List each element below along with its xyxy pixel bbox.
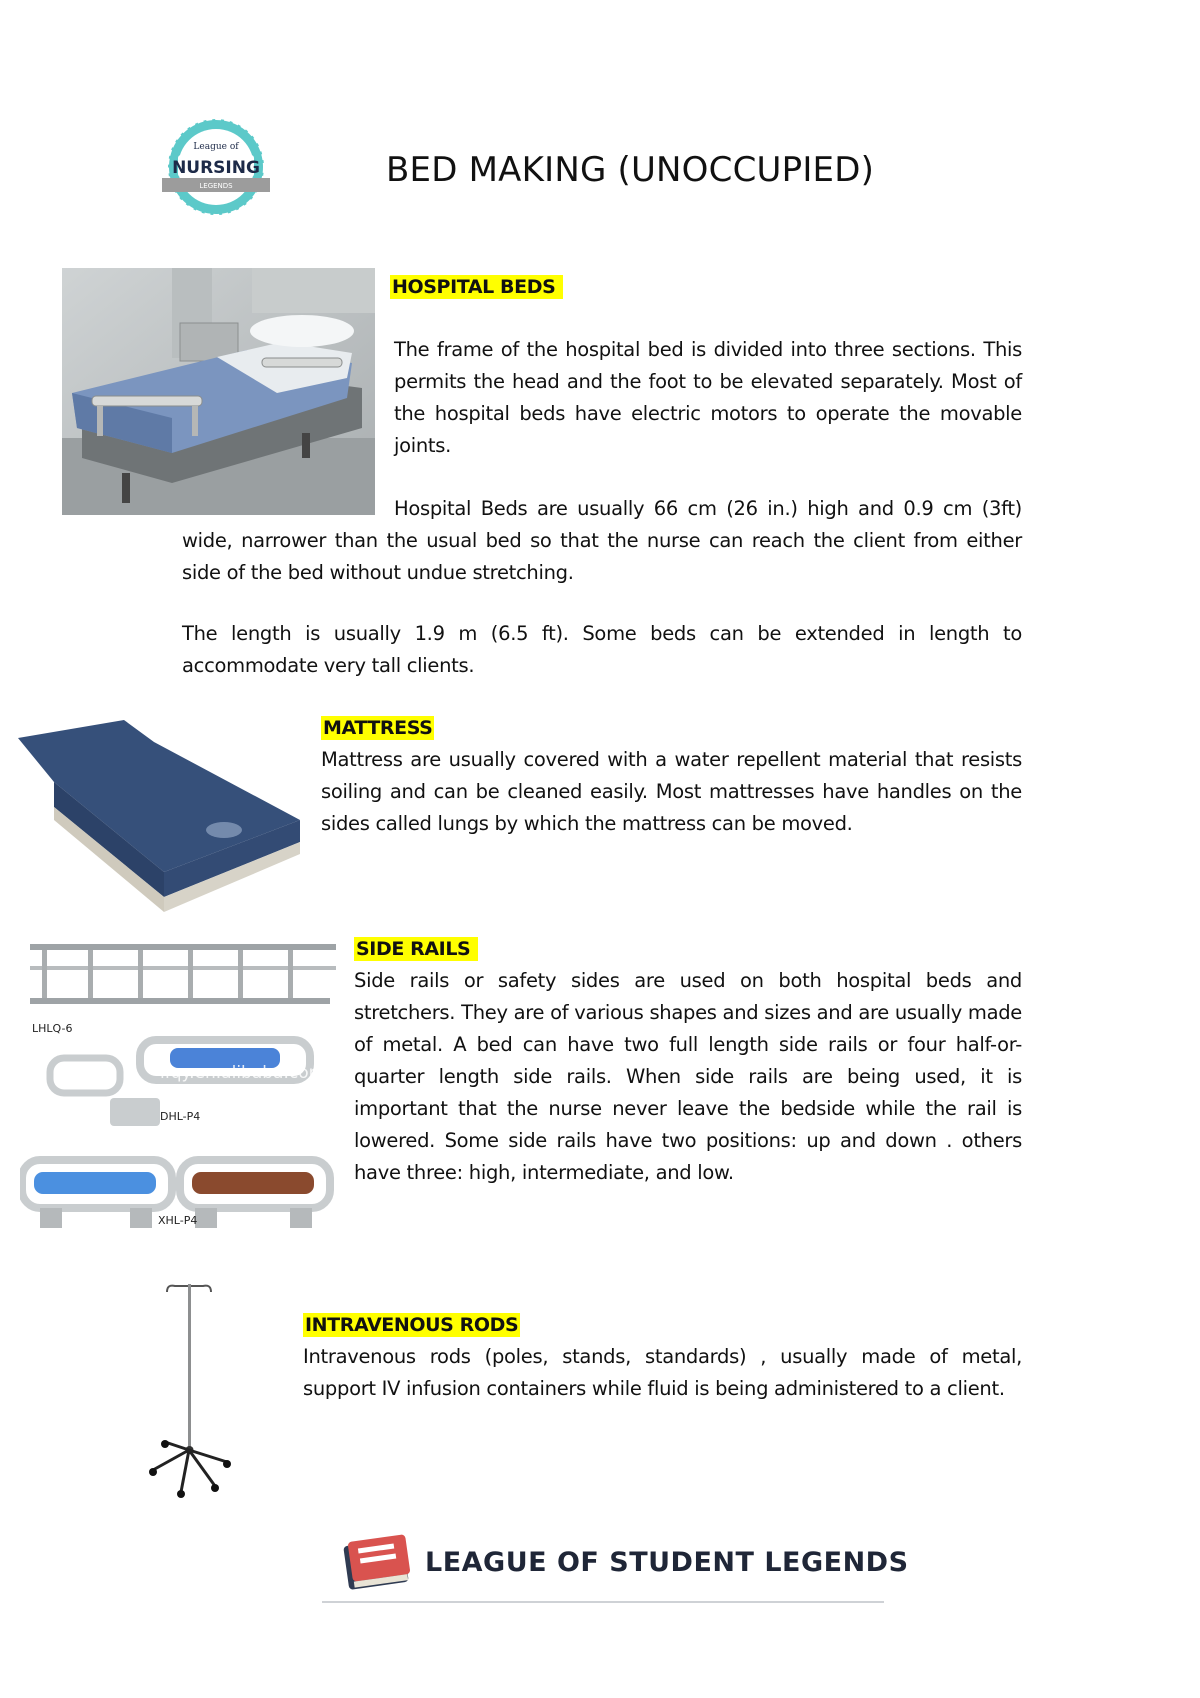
side-rails-image [20,938,336,1234]
svg-text:LEGENDS: LEGENDS [199,182,233,190]
rail-label-middle: DHL-P4 [160,1110,201,1123]
footer-book-icon [340,1532,418,1590]
rail-label-top: LHLQ-6 [32,1022,73,1035]
hospital-beds-paragraph-2-start: Hospital Beds are usually 66 cm (26 in.) high and 0.9 cm (3ft) [394,497,1022,520]
footer-brand-text: LEAGUE OF STUDENT LEGENDS [425,1547,909,1578]
iv-rods-heading: INTRAVENOUS RODS [305,1314,519,1336]
svg-text:League of: League of [193,142,239,152]
hospital-beds-paragraph-2-cont: wide, narrower than the usual bed so that the nurse can reach the client from either side of the bed without undue stretching. [182,529,1022,584]
svg-text:NURSING: NURSING [172,158,260,178]
iv-rod-image [145,1280,235,1502]
iv-rods-paragraph: Intravenous rods (poles, stands, standards) , usually made of metal, support IV infusion containers while fluid is being administered to a client. [303,1345,1022,1400]
side-rails-heading: SIDE RAILS [354,937,478,961]
mattress-heading: MATTRESS [323,717,433,739]
page-title: BED MAKING (UNOCCUPIED) [386,150,875,190]
rail-label-bottom: XHL-P4 [158,1214,198,1227]
mattress-image [14,712,304,912]
nursing-legends-logo [160,115,272,215]
side-rails-paragraph: Side rails or safety sides are used on both hospital beds and stretchers. They are of various shapes and sizes and are usually made of metal. A bed can have two full length side rails or four half-or-quarter length side rails. When side rails are being used, it is important that the nurse never leave the bedside while the rail is lowered. Some side rails have two positions: up and down . others have three: high, intermediate, and low. [354,969,1022,1184]
mattress-paragraph: Mattress are usually covered with a water repellent material that resists soiling and can be cleaned easily. Most mattresses have handles on the sides called lungs by which the mattress can be moved. [321,748,1022,835]
watermark-text: lfqy.en.alibaba.com [160,1063,326,1083]
hospital-beds-paragraph-3: The length is usually 1.9 m (6.5 ft). Some beds can be extended in length to accommodate very tall clients. [182,622,1022,677]
hospital-beds-heading: HOSPITAL BEDS [390,275,563,299]
hospital-beds-paragraph-1: The frame of the hospital bed is divided into three sections. This permits the head and the foot to be elevated separately. Most of the hospital beds have electric motors to operate the movable joints. [394,338,1022,457]
footer-divider [322,1601,884,1603]
hospital-bed-image [62,268,375,515]
